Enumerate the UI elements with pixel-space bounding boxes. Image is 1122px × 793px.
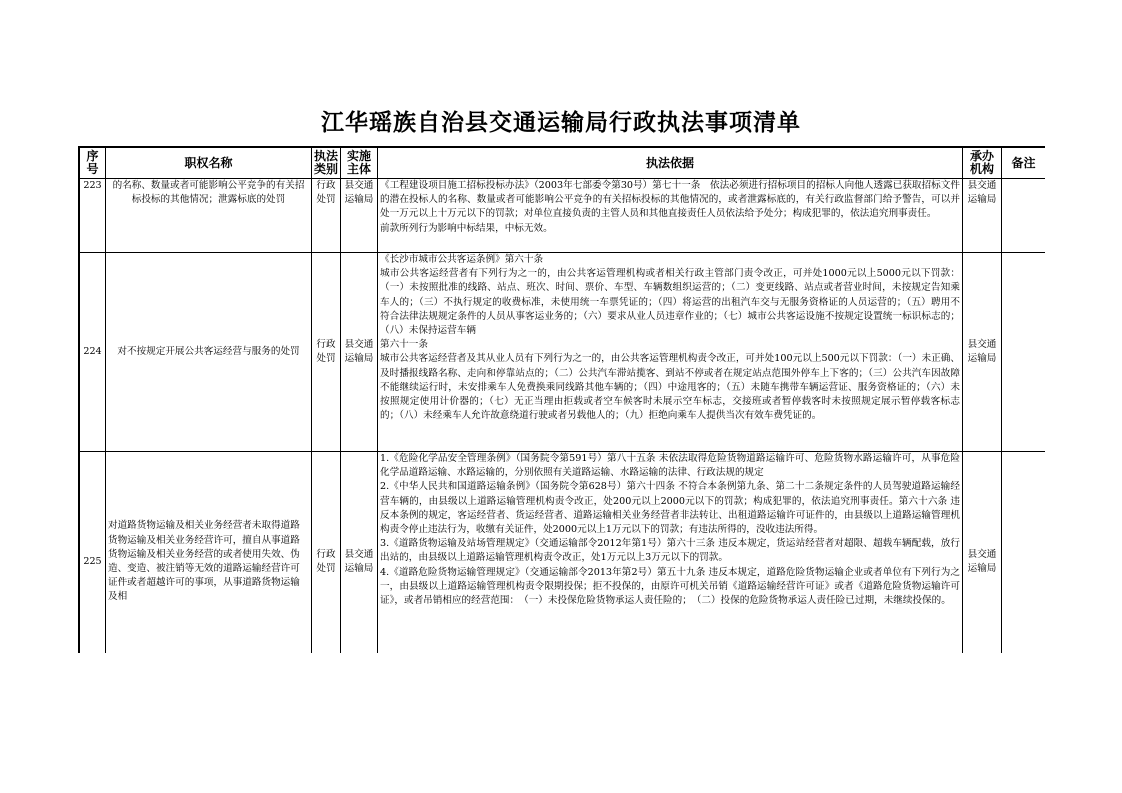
row-dept: 县交通运输局 bbox=[963, 253, 1002, 452]
row-basis bbox=[378, 253, 963, 452]
row-number: 224 bbox=[80, 253, 106, 452]
row-category: 行政处罚 bbox=[312, 452, 341, 654]
row-basis bbox=[378, 452, 963, 654]
basis-paragraph: 第六十一条 bbox=[380, 339, 428, 351]
table-row bbox=[80, 452, 1046, 654]
table-row bbox=[80, 179, 1046, 253]
header-basis: 执法依据 bbox=[378, 148, 963, 179]
basis-paragraph: 2.《中华人民共和国道路运输条例》（国务院令第628号）第六十四条 不符合本条例第九条、第二十二条规定条件的人员驾驶道路运输经营车辆的，由县级以上道路运输管理机构责令改正，处200元以上2000元以下的罚款；构成犯罪的，依法追究刑事责任。第六十六条 违反本条例的规定，客运经营者、货运经营者、道路运输相关业务经营者非法转让、出租道路运输许可证件的，由县级以上道路运输管理机构责令停止违法行为，收缴有关证件，处2000元以上1万元以下的罚款；有违法所得的，没收违法所得。 bbox=[380, 481, 960, 536]
basis-paragraph: 前款所列行为影响中标结果，中标无效。 bbox=[380, 222, 553, 234]
basis-paragraph: 3.《道路货物运输及站场管理规定》（交通运输部令2012年第1号）第六十三条 违反本规定，货运站经营者对超限、超载车辆配载，放行出站的，由县级以上道路运输管理机构责令改正，处1万元以上3万元以下的罚款。 bbox=[380, 538, 960, 564]
row-name: 对不按规定开展公共客运经营与服务的处罚 bbox=[106, 253, 312, 452]
row-remark bbox=[1002, 452, 1046, 654]
basis-paragraph: 4.《道路危险货物运输管理规定》（交通运输部令2013年第2号）第五十九条 违反本规定，道路危险货物运输企业或者单位有下列行为之一，由县级以上道路运输管理机构责令限期投保；拒不投保的，由原许可机关吊销《道路运输经营许可证》或者《道路危险货物运输许可证》，或者吊销相应的经营范围： （一）未投保危险货物承运人责任险的； （二）投保的危险货物承运人责任险已过期，未继续投保的。 bbox=[380, 566, 960, 607]
enforcement-table bbox=[78, 146, 1045, 653]
header-category: 执法类别 bbox=[312, 148, 341, 179]
row-number: 225 bbox=[80, 452, 106, 654]
row-basis bbox=[378, 179, 963, 253]
basis-paragraph: 城市公共客运经营者及其从业人员有下列行为之一的，由公共客运管理机构责令改正，可并处100元以上500元以下罚款：（一）未正确、及时播报线路名称、走向和停靠站点的；（二）公共汽车滞站揽客、到站不停或者在规定站点范围外停车上下客的；（三）公共汽车因故障不能继续运行时，未安排乘车人免费换乘同线路其他车辆的；（四）中途甩客的；（五）未随车携带车辆运营证、服务资格证的；（六）未按照规定使用计价器的；（七）无正当理由拒载或者空车候客时未展示空车标志，交接班或者暂停载客时未按照规定展示暂停载客标志的；（八）未经乘车人允许故意绕道行驶或者另载他人的；（九）拒绝向乘车人提供当次有效车费凭证的。 bbox=[380, 353, 960, 422]
header-subject: 实施主体 bbox=[341, 148, 378, 179]
row-subject: 县交通运输局 bbox=[341, 253, 378, 452]
row-name: 对道路货物运输及相关业务经营者未取得道路货物运输及相关业务经营许可，擅自从事道路货物运输及相关业务经营的或者使用失效、伪造、变造、被注销等无效的道路运输经营许可证件或者超越许可的事项，从事道路货物运输及相 bbox=[106, 452, 312, 654]
row-dept: 县交通运输局 bbox=[963, 452, 1002, 654]
row-number: 223 bbox=[80, 179, 106, 253]
row-remark bbox=[1002, 179, 1046, 253]
row-subject: 县交通运输局 bbox=[341, 179, 378, 253]
header-num: 序号 bbox=[80, 148, 106, 179]
basis-paragraph: 城市公共客运经营者有下列行为之一的，由公共客运管理机构或者相关行政主管部门责令改正，可并处1000元以上5000元以下罚款：（一）未按照批准的线路、站点、班次、时间、票价、车型、车辆数组织运营的；（二）变更线路、站点或者营业时间，未按规定告知乘车人的；（三）不执行规定的收费标准，未使用统一车票凭证的；（四）将运营的出租汽车交与无服务资格证的人员运营的；（五）聘用不符合法律法规规定条件的人员从事客运业务的；（六）要求从业人员违章作业的；（七）城市公共客运设施不按规定设置统一标识标志的；（八）未保持运营车辆 bbox=[380, 268, 960, 337]
row-category: 行政处罚 bbox=[312, 253, 341, 452]
row-remark bbox=[1002, 253, 1046, 452]
row-name: 的名称、数量或者可能影响公平竞争的有关招标投标的其他情况；泄露标底的处罚 bbox=[106, 179, 312, 253]
row-dept: 县交通运输局 bbox=[963, 179, 1002, 253]
row-subject: 县交通运输局 bbox=[341, 452, 378, 654]
table-row bbox=[80, 253, 1046, 452]
row-category: 行政处罚 bbox=[312, 179, 341, 253]
basis-paragraph: 1.《危险化学品安全管理条例》（国务院令第591号）第八十五条 未依法取得危险货物道路运输许可、危险货物水路运输许可，从事危险化学品道路运输、水路运输的，分别依照有关道路运输、水路运输的法律、行政法规的规定 bbox=[380, 453, 960, 479]
header-dept: 承办机构 bbox=[963, 148, 1002, 179]
header-name: 职权名称 bbox=[106, 148, 312, 179]
table-header-row bbox=[80, 148, 1046, 179]
basis-paragraph: 《工程建设项目施工招标投标办法》（2003年七部委令第30号）第七十一条 依法必须进行招标项目的招标人向他人透露已获取招标文件的潜在投标人的名称、数量或者可能影响公平竞争的有关招标投标的其他情况的，或者泄露标底的，有关行政监督部门给予警告，可以并处一万元以上十万元以下的罚款；对单位直接负责的主管人员和其他直接责任人员依法给予处分；构成犯罪的，依法追究刑事责任。 bbox=[380, 180, 960, 220]
page-title: 江华瑶族自治县交通运输局行政执法事项清单 bbox=[321, 109, 801, 136]
header-remark: 备注 bbox=[1002, 148, 1046, 179]
basis-paragraph: 《长沙市城市公共客运条例》第六十条 bbox=[380, 254, 544, 265]
